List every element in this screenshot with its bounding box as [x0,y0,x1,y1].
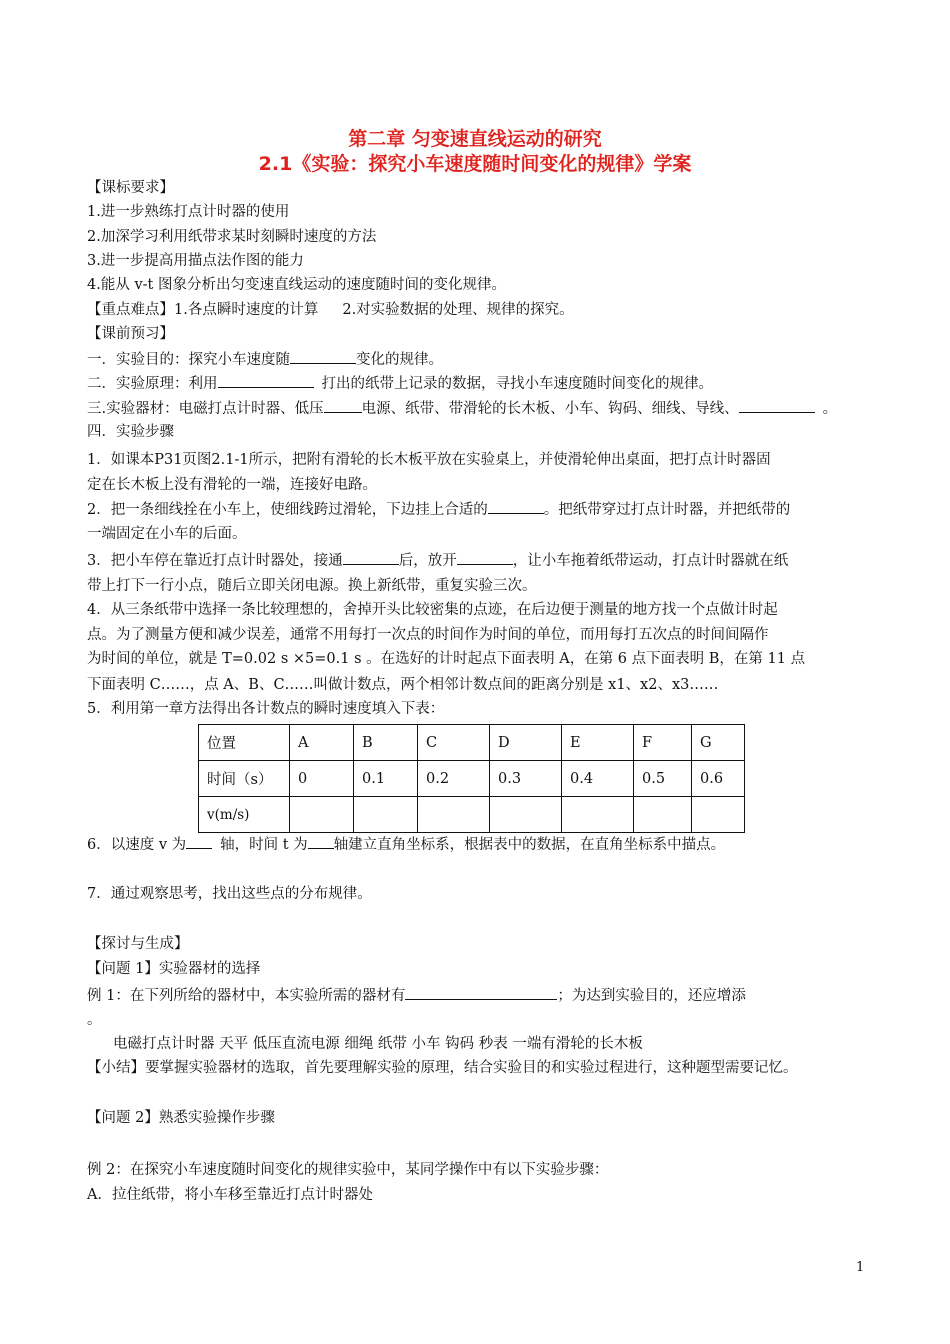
step-4-line-3: 为时间的单位，就是 T=0.02 s ×5=0.1 s 。在选好的计时起点下面表明 A，在第 6 点下面表明 B，在第 11 点 [87,651,806,667]
step-5: 5．利用第一章方法得出各计数点的瞬时速度填入下表： [87,701,445,717]
table-input-cell[interactable] [634,797,692,833]
equipment-text-mid: 电源、纸带、带滑轮的长木板、小车、钩码、细线、导线、 [361,401,739,417]
purpose-text-end: 变化的规律。 [356,352,443,368]
example-1-text-end: ；为达到实验目的，还应增添 [557,988,746,1004]
section-heading-preview: 【课前预习】 [87,326,174,342]
table-cell: B [354,725,418,761]
table-input-cell[interactable] [354,797,418,833]
table-cell: G [692,725,745,761]
fill-blank-power-on[interactable] [343,550,399,565]
step-6 [87,834,725,855]
key-point-2: 2.对实验数据的处理、规律的探究。 [342,302,574,318]
fill-blank-release[interactable] [457,550,513,565]
purpose-text: 一．实验目的：探究小车速度随 [87,352,290,368]
step-6-text-mid: 轴，时间 t 为 [220,837,308,853]
example-1-text: 例 1：在下列所给的器材中，本实验所需的器材有 [87,988,406,1004]
question-1-heading: 【问题 1】实验器材的选择 [87,961,261,977]
fill-blank-time-axis[interactable] [308,834,334,849]
table-cell: 0.6 [692,761,745,797]
table-cell: 0.2 [418,761,490,797]
table-row [199,797,745,833]
step-2-line-1 [87,499,790,520]
preview-equipment [87,398,837,419]
table-cell: C [418,725,490,761]
table-cell: 时间（s） [199,761,290,797]
table-input-cell[interactable] [490,797,562,833]
table-input-cell[interactable] [692,797,745,833]
requirement-4: 4.能从 v-t 图象分析出匀变速直线运动的速度随时间的变化规律。 [87,277,506,293]
example-2-option-a: A．拉住纸带，将小车移至靠近打点计时器处 [87,1187,373,1203]
page-number: 1 [856,1260,865,1275]
step-3-text-mid: 后，放开 [398,553,457,569]
step-3-line-1 [87,550,788,571]
step-2-line-2: 一端固定在小车的后面。 [87,526,247,542]
step-1-line-2: 定在长木板上没有滑轮的一端，连接好电路。 [87,477,377,493]
table-cell: 0.1 [354,761,418,797]
key-points-line [87,300,574,320]
question-2-heading: 【问题 2】熟悉实验操作步骤 [87,1110,275,1126]
step-2-text-end: 。把纸带穿过打点计时器，并把纸带的 [543,502,791,518]
lesson-title: 2.1《实验：探究小车速度随时间变化的规律》学案 [258,153,692,175]
step-7: 7．通过观察思考，找出这些点的分布规律。 [87,886,372,902]
fill-blank-principle[interactable] [218,373,314,388]
key-points-heading: 【重点难点】 [87,302,174,318]
fill-blank-velocity-axis[interactable] [186,834,212,849]
discussion-heading: 【探讨与生成】 [87,936,189,952]
preview-purpose [87,349,443,370]
table-row [199,725,745,761]
step-6-text: 6．以速度 v 为 [87,837,187,853]
table-input-cell[interactable] [562,797,634,833]
step-3-text: 3．把小车停在靠近打点计时器处，接通 [87,553,343,569]
table-input-cell[interactable] [418,797,490,833]
table-cell: 0.5 [634,761,692,797]
summary: 【小结】要掌握实验器材的选取，首先要理解实验的原理，结合实验目的和实验过程进行，这种题型需要记忆。 [87,1060,798,1076]
table-cell: 0.4 [562,761,634,797]
step-1-line-1: 1．如课本P31页图2.1-1所示，把附有滑轮的长木板平放在实验桌上，并使滑轮伸出桌面，把打点计时器固 [87,452,771,468]
requirement-3: 3.进一步提高用描点法作图的能力 [87,253,304,269]
table-cell: 0.3 [490,761,562,797]
fill-blank-weight[interactable] [488,499,544,514]
table-cell: 0 [290,761,354,797]
section-heading-requirements: 【课标要求】 [87,180,174,196]
equipment-text: 三.实验器材：电磁打点计时器、低压 [87,401,324,417]
example-1-line-2: 。 [87,1012,102,1028]
table-cell: D [490,725,562,761]
fill-blank-power[interactable] [324,398,362,413]
example-2: 例 2：在探究小车速度随时间变化的规律实验中，某同学操作中有以下实验步骤： [87,1162,609,1178]
example-1-line-1 [87,985,746,1006]
table-cell: A [290,725,354,761]
fill-blank-purpose[interactable] [290,349,356,364]
step-4-line-1: 4．从三条纸带中选择一条比较理想的，舍掉开头比较密集的点迹，在后边便于测量的地方找一个点做计时起 [87,602,778,618]
step-2-text: 2．把一条细线拴在小车上，使细线跨过滑轮，下边挂上合适的 [87,502,488,518]
chapter-title: 第二章 匀变速直线运动的研究 [348,128,602,150]
step-3-text-end: ，让小车拖着纸带运动，打点计时器就在纸 [512,553,789,569]
table-input-cell[interactable] [290,797,354,833]
fill-blank-equipment[interactable] [739,398,815,413]
step-6-text-end: 轴建立直角坐标系，根据表中的数据，在直角坐标系中描点。 [333,837,726,853]
velocity-table [198,724,745,833]
principle-text: 二．实验原理：利用 [87,376,218,392]
requirement-1: 1.进一步熟练打点计时器的使用 [87,204,290,220]
table-cell: E [562,725,634,761]
table-cell: 位置 [199,725,290,761]
step-3-line-2: 带上打下一行小点，随后立即关闭电源。换上新纸带，重复实验三次。 [87,578,537,594]
requirement-2: 2.加深学习利用纸带求某时刻瞬时速度的方法 [87,229,377,245]
key-point-1: 1.各点瞬时速度的计算 [174,302,319,318]
table-cell: v(m/s) [199,797,290,833]
equipment-text-end: 。 [822,401,838,417]
principle-text-end: 打出的纸带上记录的数据，寻找小车速度随时间变化的规律。 [321,376,713,392]
table-cell: F [634,725,692,761]
steps-heading: 四．实验步骤 [87,424,174,440]
fill-blank-required-equipment[interactable] [405,985,557,1000]
step-4-line-4: 下面表明 C……，点 A、B、C……叫做计数点，两个相邻计数点间的距离分别是 x1、x2、x3…… [87,677,719,693]
preview-principle [87,373,713,394]
table-row [199,761,745,797]
equipment-list: 电磁打点计时器 天平 低压直流电源 细绳 纸带 小车 钩码 秒表 一端有滑轮的长木板 [113,1036,643,1052]
step-4-line-2: 点。为了测量方便和减少误差，通常不用每打一次点的时间作为时间的单位，而用每打五次点的时间间隔作 [87,627,769,643]
